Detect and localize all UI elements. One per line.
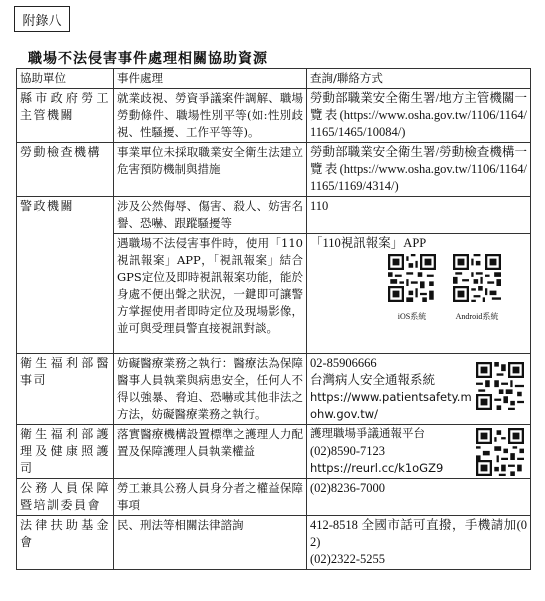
qr-ios-label: iOS系統 [397,312,427,321]
unit-cell: 衛生福利部醫事司 [17,354,114,425]
qr-code-icon[interactable] [476,362,524,410]
contact-cell [307,234,531,354]
contact-system: 台灣病人安全通報系統 [310,373,436,387]
contact-cell: (02)8236-7000 [307,479,531,516]
contact-url[interactable]: https://reurl.cc/k1oGZ9 [310,461,444,475]
qr-code-icon[interactable] [476,428,524,476]
resource-table [16,68,531,570]
contact-line-1: 412-8518 全國市話可直撥，手機請加(02) [310,518,527,549]
qr-ios[interactable] [388,254,436,325]
unit-cell: 勞動檢查機構 [17,143,114,197]
contact-cell: 勞動部職業安全衛生署/勞動檢查機構一覽表(https://www.osha.gov.tw/1106/1164/1165/1169/4314/) [307,143,531,197]
app-name: 「110視訊報案」APP [310,236,427,250]
contact-cell: 勞動部職業安全衛生署/地方主管機關一覽表(https://www.osha.gov.tw/1106/1164/1165/1465/10084/) [307,89,531,143]
appendix-label: 附錄八 [14,6,70,32]
table-row [17,354,531,425]
event-cell: 事業單位未採取職業安全衛生法建立危害預防機制與措施 [114,143,307,197]
contact-phone: 02-85906666 [310,356,377,370]
event-cell: 落實醫療機構設置標準之護理人力配置及保障護理人員執業權益 [114,425,307,479]
unit-cell: 縣市政府勞工主管機關 [17,89,114,143]
header-contact: 查詢/聯絡方式 [307,69,531,89]
contact-cell [307,516,531,570]
table-row [17,89,531,143]
table-row [17,197,531,234]
table-row [17,143,531,197]
header-unit: 協助單位 [17,69,114,89]
header-event: 事件處理 [114,69,307,89]
qr-code-icon [453,254,501,302]
unit-cell: 公務人員保障暨培訓委員會 [17,479,114,516]
contact-cell [307,354,531,425]
qr-android-label: Android系統 [455,312,499,321]
event-cell: 就業歧視、勞資爭議案件調解、職場勞動條件、職場性別平等(如:性別歧視、性騷擾、工作平等等)。 [114,89,307,143]
event-cell: 民、刑法等相關法律諮詢 [114,516,307,570]
page-title: 職場不法侵害事件處理相關協助資源 [28,51,268,67]
table-row [17,479,531,516]
table-row [17,425,531,479]
event-cell: 遇職場不法侵害事件時，使用「110視訊報案」APP，「視訊報案」結合GPS定位及即時視訊報案功能，能於身處不便出聲之狀況，一鍵即可讓警方掌握使用者即時定位及現場影像，並可與受理員警直接視訊對談。 [114,234,307,354]
qr-code-icon [388,254,436,302]
contact-url[interactable]: https://www.patientsafety.mohw.gov.tw/ [310,390,472,421]
event-cell: 涉及公然侮辱、傷害、殺人、妨害名譽、恐嚇、跟蹤騷擾等 [114,197,307,234]
contact-cell: 110 [307,197,531,234]
contact-platform: 護理職場爭議通報平台 [310,428,425,440]
table-row [17,516,531,570]
contact-line-2: (02)2322-5255 [310,552,385,566]
unit-cell: 衛生福利部護理及健康照護司 [17,425,114,479]
unit-cell: 法律扶助基金會 [17,516,114,570]
qr-group [310,252,527,352]
header-row [17,69,531,89]
contact-phone: (02)8590-7123 [310,444,385,458]
qr-android[interactable] [453,254,501,325]
event-cell: 勞工兼具公務人員身分者之權益保障事項 [114,479,307,516]
event-cell: 妨礙醫療業務之執行：醫療法為保障醫事人員執業與病患安全，任何人不得以強暴、脅迫、恐嚇或其他非法之方法，妨礙醫療業務之執行。 [114,354,307,425]
unit-cell: 警政機關 [17,197,114,354]
contact-cell [307,425,531,479]
